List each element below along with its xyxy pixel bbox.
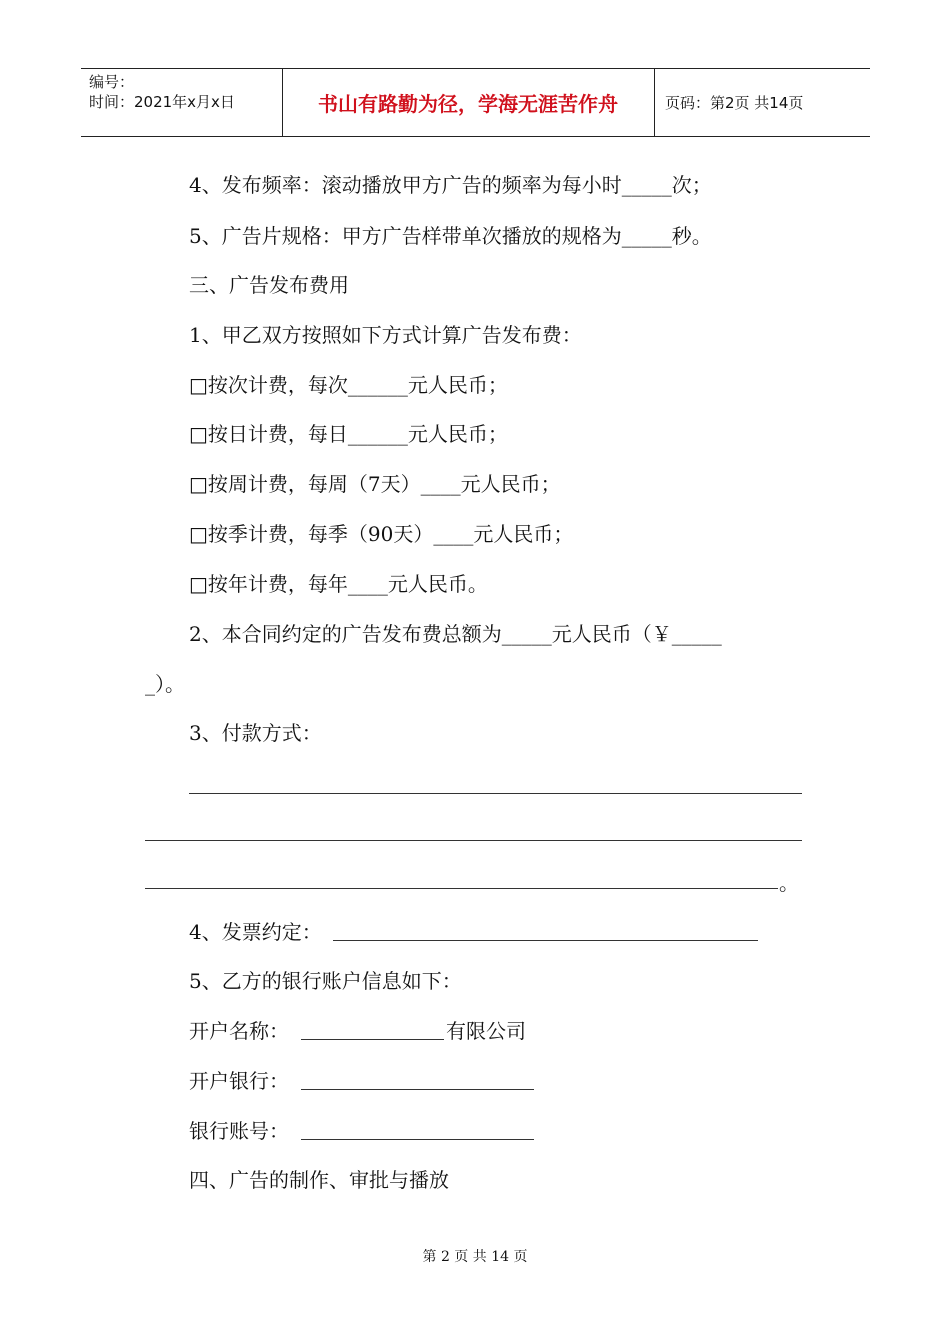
clause-total-fee-cont: _）。 <box>145 672 185 696</box>
document-header <box>81 68 870 137</box>
clause-bank-info: 5、乙方的银行账户信息如下： <box>189 969 462 993</box>
clause-total-fee: 2、本合同约定的广告发布费总额为_____元人民币（￥_____ <box>189 622 722 646</box>
date-label: 时间：2021年x月x日 <box>89 93 235 111</box>
section-production-heading: 四、广告的制作、审批与播放 <box>189 1168 449 1192</box>
payment-blank-line-3 <box>145 888 778 889</box>
option-per-quarter: □按季计费，每季（90天）____元人民币； <box>189 522 574 546</box>
payment-end-mark: 。 <box>779 871 799 895</box>
clause-payment: 3、付款方式： <box>189 721 322 745</box>
account-name-blank <box>301 1039 444 1040</box>
option-per-week: □按周计费，每周（7天）____元人民币； <box>189 472 561 496</box>
option-per-year: □按年计费，每年____元人民币。 <box>189 572 488 596</box>
clause-invoice: 4、发票约定： <box>189 920 322 944</box>
serial-label: 编号： <box>89 73 135 91</box>
bank-name-blank <box>301 1089 534 1090</box>
section-fee-heading: 三、广告发布费用 <box>189 273 349 297</box>
header-meta <box>81 69 283 136</box>
account-name-label: 开户名称： <box>189 1019 289 1043</box>
header-page-info: 页码：第2页 共14页 <box>665 94 804 112</box>
account-name-suffix: 有限公司 <box>446 1019 526 1043</box>
payment-blank-line-1 <box>189 793 802 794</box>
payment-blank-line-2 <box>145 840 802 841</box>
page-footer: 第 2 页 共 14 页 <box>422 1249 528 1265</box>
option-per-time: □按次计费，每次______元人民币； <box>189 373 508 397</box>
bank-name-label: 开户银行： <box>189 1069 289 1093</box>
account-number-label: 银行账号： <box>189 1119 289 1143</box>
clause-spec: 5、广告片规格：甲方广告样带单次播放的规格为_____秒。 <box>189 224 712 248</box>
clause-frequency: 4、发布频率：滚动播放甲方广告的频率为每小时_____次； <box>189 173 712 197</box>
account-number-blank <box>301 1139 534 1140</box>
option-per-day: □按日计费，每日______元人民币； <box>189 422 508 446</box>
header-motto: 书山有路勤为径，学海无涯苦作舟 <box>282 69 655 136</box>
invoice-blank-line <box>333 940 758 941</box>
clause-fee-method: 1、甲乙双方按照如下方式计算广告发布费： <box>189 323 582 347</box>
